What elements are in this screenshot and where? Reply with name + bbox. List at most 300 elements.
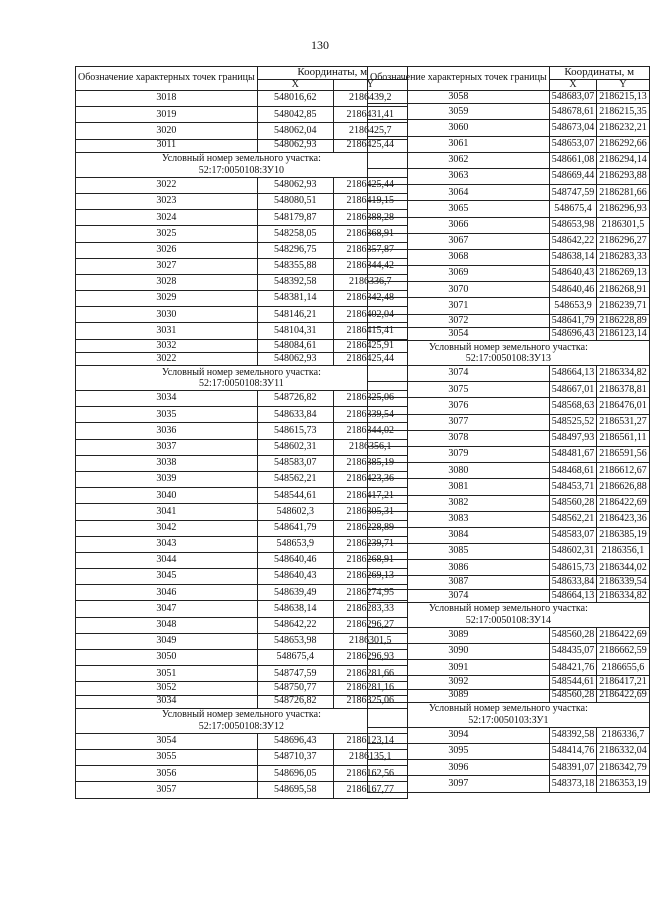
coord-y: 2186423,36 [597,511,650,527]
point-number: 3040 [76,488,258,504]
coord-y: 2186135,1 [333,749,407,765]
coord-y: 2186296,93 [333,650,407,666]
coord-y: 2186662,59 [597,644,650,660]
coord-x: 548562,21 [549,511,597,527]
point-number: 3083 [368,511,550,527]
coord-x: 548633,84 [549,576,597,589]
coord-y: 2186422,69 [597,689,650,702]
table-row [368,136,650,152]
point-number: 3022 [76,177,258,193]
coord-y: 2186269,13 [597,266,650,282]
coord-y: 2186228,89 [333,520,407,536]
point-number: 3042 [76,520,258,536]
table-row [76,601,408,617]
coord-x: 548615,73 [257,423,333,439]
coord-y: 2186425,44 [333,139,407,152]
section-heading [368,341,650,366]
table-row [76,352,408,365]
table-row [76,488,408,504]
table-row [76,258,408,274]
point-number: 3030 [76,307,258,323]
coord-y: 2186655,6 [597,660,650,676]
table-body-right [368,91,650,793]
section-title: Условный номер земельного участка: [428,603,588,615]
coord-x: 548560,28 [549,495,597,511]
coord-y: 2186476,01 [597,398,650,414]
coord-x: 548414,76 [549,743,597,759]
point-number: 3054 [76,733,258,749]
page-number: 130 [311,38,329,52]
point-number: 3085 [368,544,550,560]
table-row [368,589,650,602]
coord-x: 548653,9 [549,298,597,314]
table-row [368,91,650,104]
coord-y: 2186239,71 [333,536,407,552]
point-number: 3035 [76,407,258,423]
point-number: 3054 [368,327,550,340]
coord-y: 2186215,35 [597,104,650,120]
coord-x: 548062,93 [257,177,333,193]
coord-x: 548640,46 [257,552,333,568]
coord-y: 2186385,19 [333,455,407,471]
table-row [76,226,408,242]
header-x: X [257,79,333,91]
section-title: Условный номер земельного участка: [428,703,588,715]
coord-x: 548602,31 [257,439,333,455]
coord-x: 548497,93 [549,430,597,446]
coord-y: 2186339,54 [333,407,407,423]
table-row [76,139,408,152]
coord-x: 548062,93 [257,139,333,152]
point-number: 3084 [368,527,550,543]
table-row [368,266,650,282]
section-row [76,708,408,733]
point-number: 3060 [368,120,550,136]
table-row [76,407,408,423]
coord-x: 548062,04 [257,123,333,139]
coord-x: 548080,51 [257,193,333,209]
point-number: 3043 [76,536,258,552]
table-row [368,430,650,446]
point-number: 3051 [76,666,258,682]
coord-x: 548084,61 [257,339,333,352]
point-number: 3079 [368,446,550,462]
coord-y: 2186356,1 [333,439,407,455]
coord-x: 548258,05 [257,226,333,242]
table-row [368,776,650,792]
coord-y: 2186422,69 [597,627,650,643]
point-number: 3074 [368,366,550,382]
coord-x: 548560,28 [549,627,597,643]
coord-y: 2186342,79 [597,760,650,776]
point-number: 3087 [368,576,550,589]
point-number: 3056 [76,766,258,782]
section-heading [76,366,408,391]
table-row [368,560,650,576]
coord-x: 548661,08 [549,152,597,168]
point-number: 3048 [76,617,258,633]
point-number: 3067 [368,233,550,249]
table-row [368,185,650,201]
table-row [368,168,650,184]
table-row [76,193,408,209]
coord-x: 548392,58 [549,727,597,743]
point-number: 3072 [368,314,550,327]
table-row [368,366,650,382]
section-parcel-number: 52:17:0050108:ЗУ10 [198,164,284,176]
coord-x: 548179,87 [257,210,333,226]
coord-y: 2186301,5 [333,633,407,649]
table-row [76,323,408,339]
header-y: Y [597,79,650,91]
point-number: 3071 [368,298,550,314]
coord-x: 548726,82 [257,391,333,407]
coord-y: 2186305,31 [333,504,407,520]
coord-y: 2186423,36 [333,471,407,487]
point-number: 3022 [76,352,258,365]
coord-y: 2186293,88 [597,168,650,184]
coord-x: 548560,28 [549,689,597,702]
coord-x: 548678,61 [549,104,597,120]
table-row [76,520,408,536]
table-row [76,91,408,107]
coord-y: 2186334,82 [597,589,650,602]
point-number: 3031 [76,323,258,339]
coord-x: 548653,07 [549,136,597,152]
coord-x: 548653,98 [549,217,597,233]
point-number: 3066 [368,217,550,233]
coord-x: 548696,05 [257,766,333,782]
table-row [76,123,408,139]
coord-x: 548391,07 [549,760,597,776]
section-parcel-number: 52:17:0050108:ЗУ11 [198,378,284,390]
coord-x: 548642,22 [549,233,597,249]
point-number: 3055 [76,749,258,765]
point-number: 3070 [368,282,550,298]
coord-x: 548544,61 [257,488,333,504]
header-coordinates: Координаты, м [257,67,407,80]
point-number: 3095 [368,743,550,759]
point-number: 3050 [76,650,258,666]
coord-x: 548373,18 [549,776,597,792]
point-number: 3011 [76,139,258,152]
table-row [368,644,650,660]
coord-x: 548695,58 [257,782,333,798]
coord-x: 548696,43 [549,327,597,340]
point-number: 3058 [368,91,550,104]
coord-x: 548392,58 [257,274,333,290]
point-number: 3068 [368,249,550,265]
coord-y: 2186283,33 [333,601,407,617]
coord-y: 2186232,21 [597,120,650,136]
coord-x: 548468,61 [549,463,597,479]
section-parcel-number: 52:17:0050108:ЗУ12 [198,720,284,732]
coord-x: 548615,73 [549,560,597,576]
coord-y: 2186239,71 [597,298,650,314]
coord-x: 548640,46 [549,282,597,298]
coord-x: 548633,84 [257,407,333,423]
point-number: 3039 [76,471,258,487]
coord-y: 2186415,41 [333,323,407,339]
point-number: 3059 [368,104,550,120]
table-row [368,152,650,168]
coord-y: 2186123,14 [597,327,650,340]
coord-x: 548453,71 [549,479,597,495]
coord-x: 548583,07 [549,527,597,543]
table-row [76,749,408,765]
coord-x: 548653,9 [257,536,333,552]
table-row [76,471,408,487]
coord-y: 2186531,27 [597,414,650,430]
table-row [368,627,650,643]
table-row [76,291,408,307]
table-row [368,398,650,414]
coord-y: 2186368,91 [333,226,407,242]
coord-y: 2186274,95 [333,585,407,601]
coord-x: 548104,31 [257,323,333,339]
table-row [368,676,650,689]
point-number: 3091 [368,660,550,676]
coord-x: 548525,52 [549,414,597,430]
coord-y: 2186268,91 [333,552,407,568]
point-number: 3081 [368,479,550,495]
point-number: 3092 [368,676,550,689]
point-number: 3038 [76,455,258,471]
section-parcel-number: 52:17:0050103:ЗУ1 [468,714,549,726]
coord-y: 2186356,1 [597,544,650,560]
table-row [368,760,650,776]
point-number: 3046 [76,585,258,601]
section-heading [368,602,650,627]
coord-y: 2186332,04 [597,743,650,759]
coord-x: 548568,63 [549,398,597,414]
table-row [76,455,408,471]
section-row [368,602,650,627]
coord-x: 548638,14 [549,249,597,265]
table-row [368,743,650,759]
coord-x: 548710,37 [257,749,333,765]
coord-x: 548642,22 [257,617,333,633]
table-row [76,633,408,649]
coord-x: 548602,31 [549,544,597,560]
coord-y: 2186357,87 [333,242,407,258]
coord-y: 2186344,02 [597,560,650,576]
coord-y: 2186439,2 [333,91,407,107]
table-row [76,617,408,633]
table-row [76,733,408,749]
section-heading [76,152,408,177]
table-row [368,314,650,327]
section-heading [368,702,650,727]
coord-x: 548062,93 [257,352,333,365]
point-number: 3082 [368,495,550,511]
coord-y: 2186292,66 [597,136,650,152]
table-row [368,446,650,462]
table-row [76,585,408,601]
coord-y: 2186325,06 [333,695,407,708]
point-number: 3065 [368,201,550,217]
section-parcel-number: 52:17:0050108:ЗУ14 [465,614,551,626]
coord-y: 2186417,21 [597,676,650,689]
coord-y: 2186162,56 [333,766,407,782]
table-row [76,552,408,568]
point-number: 3086 [368,560,550,576]
coord-y: 2186301,5 [597,217,650,233]
table-row [76,439,408,455]
table-row [368,660,650,676]
point-number: 3018 [76,91,258,107]
coord-y: 2186296,27 [333,617,407,633]
point-number: 3052 [76,682,258,695]
coord-y: 2186344,42 [333,258,407,274]
point-number: 3062 [368,152,550,168]
table-row [368,495,650,511]
coord-y: 2186336,7 [597,727,650,743]
coord-x: 548296,75 [257,242,333,258]
coord-y: 2186417,21 [333,488,407,504]
coord-x: 548421,76 [549,660,597,676]
table-row [76,423,408,439]
table-row [76,650,408,666]
coord-x: 548747,59 [549,185,597,201]
coord-y: 2186388,28 [333,210,407,226]
point-number: 3078 [368,430,550,446]
coord-x: 548042,85 [257,107,333,123]
table-row [368,479,650,495]
coord-x: 548664,13 [549,366,597,382]
table-row [76,536,408,552]
coord-x: 548747,59 [257,666,333,682]
table-row [76,107,408,123]
coord-x: 548675,4 [257,650,333,666]
coord-y: 2186561,11 [597,430,650,446]
coord-x: 548639,49 [257,585,333,601]
coord-y: 2186378,81 [597,382,650,398]
table-row [76,695,408,708]
coord-y: 2186167,77 [333,782,407,798]
coord-x: 548016,62 [257,91,333,107]
coord-x: 548664,13 [549,589,597,602]
table-row [368,233,650,249]
table-row [76,391,408,407]
coord-y: 2186334,82 [597,366,650,382]
coord-x: 548669,44 [549,168,597,184]
coord-x: 548602,3 [257,504,333,520]
section-heading [76,708,408,733]
coord-y: 2186294,14 [597,152,650,168]
table-row [76,177,408,193]
section-row [368,702,650,727]
point-number: 3061 [368,136,550,152]
section-row [368,341,650,366]
point-number: 3064 [368,185,550,201]
point-number: 3041 [76,504,258,520]
point-number: 3090 [368,644,550,660]
point-number: 3080 [368,463,550,479]
coord-y: 2186402,04 [333,307,407,323]
point-number: 3047 [76,601,258,617]
point-number: 3044 [76,552,258,568]
point-number: 3034 [76,391,258,407]
coord-y: 2186215,13 [597,91,650,104]
table-row [76,504,408,520]
point-number: 3020 [76,123,258,139]
point-number: 3028 [76,274,258,290]
coord-y: 2186425,91 [333,339,407,352]
coord-y: 2186281,16 [333,682,407,695]
coord-x: 548381,14 [257,291,333,307]
table-row [76,210,408,226]
coord-x: 548726,82 [257,695,333,708]
coord-x: 548641,79 [549,314,597,327]
coordinates-table-right [367,66,650,793]
header-y: Y [333,79,407,91]
table-row [368,527,650,543]
coord-x: 548653,98 [257,633,333,649]
coord-y: 2186281,66 [333,666,407,682]
table-row [368,298,650,314]
coord-y: 2186425,7 [333,123,407,139]
coord-y: 2186228,89 [597,314,650,327]
coord-x: 548355,88 [257,258,333,274]
section-title: Условный номер земельного участка: [161,366,321,378]
table-row [368,249,650,265]
coord-y: 2186591,56 [597,446,650,462]
table-row [368,104,650,120]
section-row [76,152,408,177]
point-number: 3037 [76,439,258,455]
coord-y: 2186612,67 [597,463,650,479]
coord-x: 548638,14 [257,601,333,617]
section-title: Условный номер земельного участка: [161,709,321,721]
header-point-designation: Обозначение характерных точек границы [76,67,258,91]
coord-y: 2186296,93 [597,201,650,217]
coord-x: 548667,01 [549,382,597,398]
coord-x: 548750,77 [257,682,333,695]
coord-x: 548696,43 [257,733,333,749]
table-row [368,382,650,398]
coord-y: 2186269,13 [333,569,407,585]
table-row [76,666,408,682]
point-number: 3096 [368,760,550,776]
coord-x: 548673,04 [549,120,597,136]
table-row [368,282,650,298]
coord-x: 548544,61 [549,676,597,689]
table-row [76,569,408,585]
point-number: 3025 [76,226,258,242]
point-number: 3027 [76,258,258,274]
coord-y: 2186268,91 [597,282,650,298]
table-row [76,307,408,323]
table-row [76,242,408,258]
coord-y: 2186342,48 [333,291,407,307]
coord-x: 548583,07 [257,455,333,471]
table-row [368,414,650,430]
section-row [76,366,408,391]
point-number: 3032 [76,339,258,352]
coord-y: 2186419,15 [333,193,407,209]
point-number: 3019 [76,107,258,123]
coord-x: 548675,4 [549,201,597,217]
coord-x: 548481,67 [549,446,597,462]
coordinates-table-left [75,66,408,799]
table-row [368,689,650,702]
coord-y: 2186425,44 [333,352,407,365]
table-row [76,339,408,352]
point-number: 3045 [76,569,258,585]
section-title: Условный номер земельного участка: [161,153,321,165]
table-row [76,766,408,782]
